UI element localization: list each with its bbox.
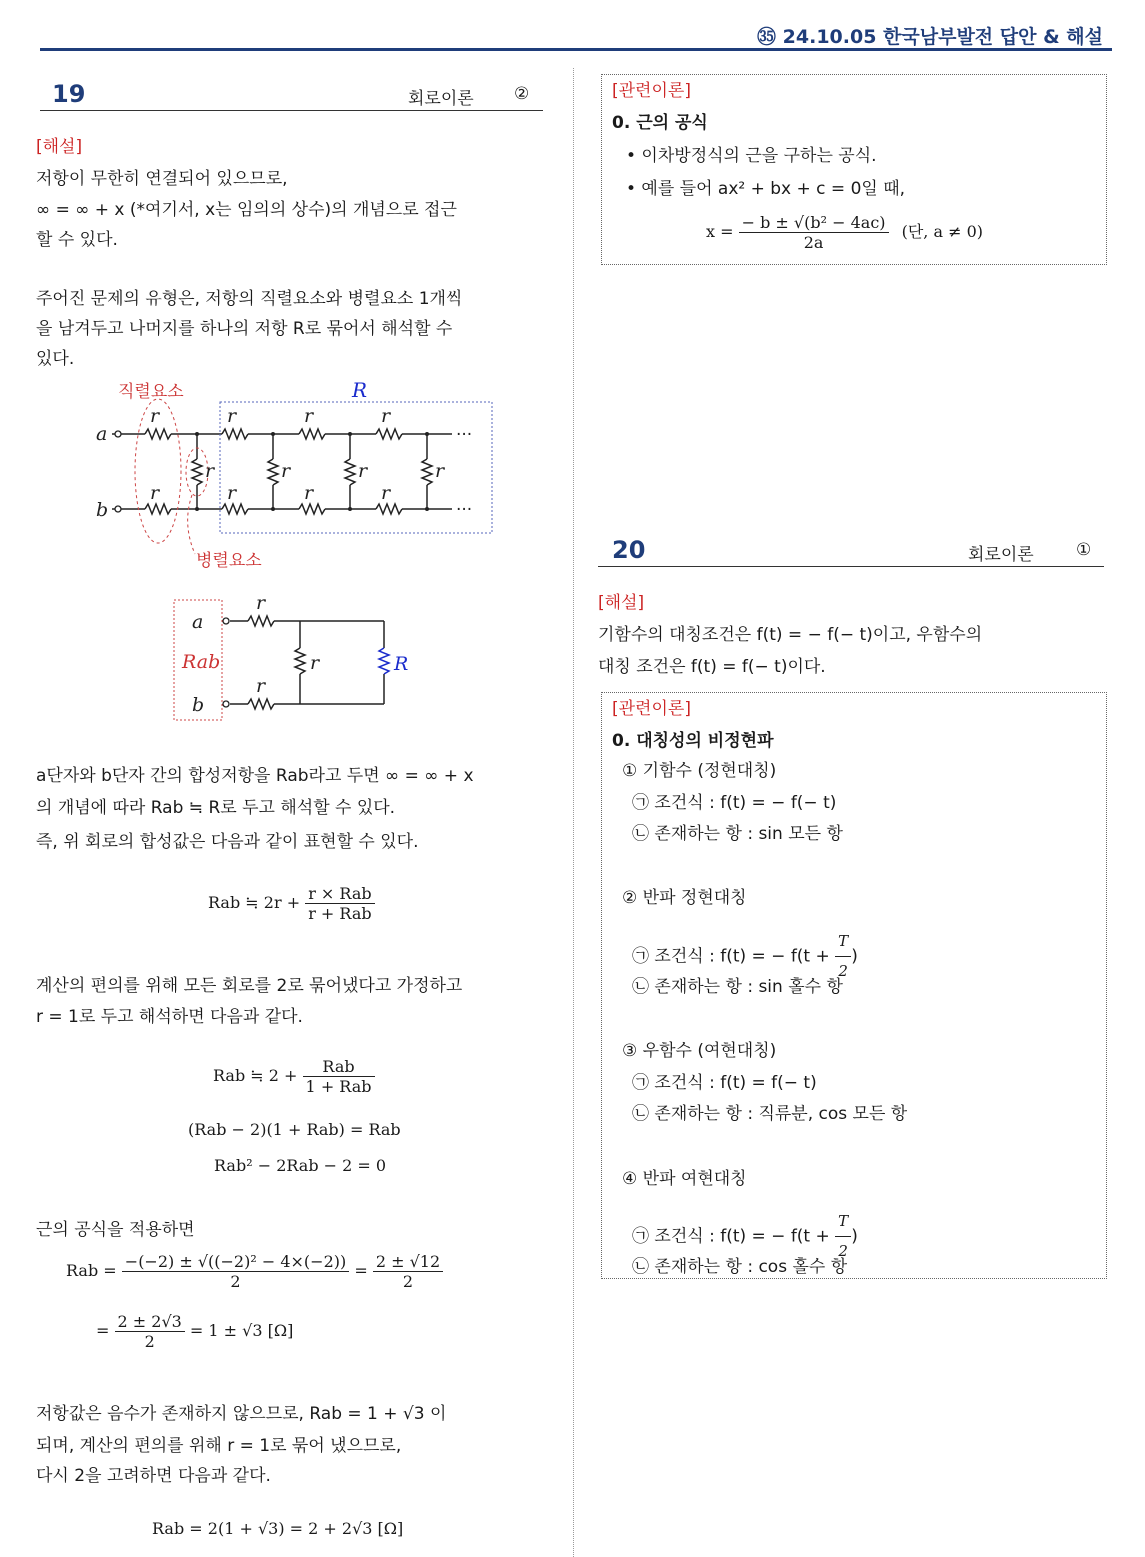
header-rule [40, 48, 1112, 51]
answer-mark: ① [1076, 540, 1092, 560]
svg-text:b: b [192, 694, 205, 716]
svg-text:r: r [150, 405, 160, 427]
question-rule [40, 110, 543, 111]
parallel-element-label: 병렬요소 [196, 551, 262, 571]
related-theory-label: [관련이론] [612, 81, 691, 101]
theory-subitem: ㉠ 조건식 : f(t) = f(− t) [632, 1073, 817, 1093]
svg-text:r: r [358, 460, 368, 482]
node-b-label: b [96, 499, 109, 521]
related-theory-label: [관련이론] [612, 699, 691, 719]
svg-text:r: r [227, 482, 237, 504]
svg-text:r: r [205, 460, 215, 482]
svg-text:r: r [150, 482, 160, 504]
R-label: R [352, 378, 368, 402]
question-section: 회로이론 [968, 545, 1034, 565]
explanation-label: [해설] [36, 137, 83, 157]
equation-expand: (Rab − 2)(1 + Rab) = Rab [188, 1120, 401, 1139]
answer-mark: ② [514, 84, 530, 104]
svg-text:r: r [256, 675, 266, 697]
svg-text:r: r [304, 482, 314, 504]
svg-text:···: ··· [456, 425, 473, 445]
svg-text:r: r [304, 405, 314, 427]
theory-subitem: ㉡ 존재하는 항 : sin 모든 항 [632, 824, 843, 844]
theory-title: 0. 대칭성의 비정현파 [612, 731, 774, 751]
q19-text: 계산의 편의를 위해 모든 회로를 2로 묶어냈다고 가정하고 [36, 976, 463, 996]
equation-quadratic: Rab² − 2Rab − 2 = 0 [214, 1156, 387, 1175]
equation-Rab-r1: Rab ≒ 2 + $\frac{\text{Rab}}{\text{1 + Rab}}$ [213, 1057, 375, 1096]
q19-text: 저항이 무한히 연결되어 있으므로, [36, 169, 288, 189]
svg-text:r: r [256, 592, 266, 614]
theory-subitem: ㉡ 존재하는 항 : 직류분, cos 모든 항 [632, 1104, 908, 1124]
explanation-label: [해설] [598, 593, 645, 613]
simplified-circuit-figure [170, 592, 410, 726]
page-header: ㉟ 24.10.05 한국남부발전 답안 & 해설 [757, 26, 1103, 48]
equation-Rab-general: Rab ≒ 2r + $\frac{\text{r × Rab}}{\text{r + Rab}}$ [208, 884, 375, 923]
theory-item: ③ 우함수 (여현대칭) [622, 1041, 777, 1061]
theory-subitem: ㉡ 존재하는 항 : sin 홀수 항 [632, 977, 843, 997]
node-a-label: a [96, 423, 108, 445]
theory-item: ② 반파 정현대칭 [622, 888, 747, 908]
q20-text: 기함수의 대칭조건은 f(t) = − f(− t)이고, 우함수의 [598, 625, 983, 645]
q19-text: 있다. [36, 349, 75, 369]
quadratic-formula: x = $\frac{\text{− b ± √(b² − 4ac)}}{2a}$ (단, a ≠ 0) [706, 213, 984, 252]
q19-text: 다시 2을 고려하면 다음과 같다. [36, 1466, 271, 1486]
q19-text: 을 남겨두고 나머지를 하나의 저항 R로 묶어서 해석할 수 [36, 319, 453, 339]
q19-text: r = 1로 두고 해석하면 다음과 같다. [36, 1007, 303, 1027]
svg-text:a: a [192, 611, 204, 633]
theory-subitem: ㉠ 조건식 : f(t) = − f(− t) [632, 793, 837, 813]
theory-item: ① 기함수 (정현대칭) [622, 761, 777, 781]
svg-text:r: r [435, 460, 445, 482]
theory-subitem: ㉠ 조건식 : f(t) = − f(t + $\frac{T}{2}$ ) [632, 927, 858, 986]
question-rule [598, 566, 1104, 567]
theory-item: ④ 반파 여현대칭 [622, 1169, 747, 1189]
related-theory-box-quadratic [601, 74, 1107, 265]
theory-subitem: ㉡ 존재하는 항 : cos 홀수 항 [632, 1257, 848, 1277]
q19-text: 저항값은 음수가 존재하지 않으므로, Rab = 1 + √3 이 [36, 1404, 447, 1424]
equation-roots-simplified: = $\frac{2 \pm 2√3}{2}$ = 1 ± √3 [Ω] [96, 1312, 294, 1351]
q19-text: 주어진 문제의 유형은, 저항의 직렬요소와 병렬요소 1개씩 [36, 289, 463, 309]
related-theory-box-symmetry [601, 692, 1107, 1279]
column-divider [573, 68, 574, 1557]
svg-text:r: r [381, 482, 391, 504]
question-section: 회로이론 [408, 89, 474, 109]
q19-text: 되며, 계산의 편의를 위해 r = 1로 묶어 냈으므로, [36, 1436, 402, 1456]
theory-bullet: • 예를 들어 ax² + bx + c = 0일 때, [626, 179, 906, 199]
theory-title: 0. 근의 공식 [612, 113, 708, 133]
theory-subitem: ㉠ 조건식 : f(t) = − f(t + $\frac{T}{2}$ ) [632, 1207, 858, 1266]
svg-text:···: ··· [456, 500, 473, 520]
svg-text:r: r [310, 652, 320, 674]
svg-text:r: r [227, 405, 237, 427]
q19-text: 근의 공식을 적용하면 [36, 1220, 195, 1240]
question-number-19: 19 [52, 80, 86, 108]
equation-roots: Rab = $\frac{\text{−(−2) ± √((−2)² − 4×(−2))}}{2}$ = $\frac{2 \pm √12}{2}$ [66, 1252, 443, 1291]
q20-text: 대칭 조건은 f(t) = f(− t)이다. [598, 657, 826, 677]
theory-bullet: • 이차방정식의 근을 구하는 공식. [626, 146, 877, 166]
q19-text: 의 개념에 따라 Rab ≒ R로 두고 해석할 수 있다. [36, 798, 396, 818]
svg-text:R: R [394, 653, 409, 675]
Rab-label: Rab [182, 651, 221, 673]
equation-final: Rab = 2(1 + √3) = 2 + 2√3 [Ω] [152, 1519, 404, 1538]
q19-text: 할 수 있다. [36, 230, 118, 250]
svg-text:r: r [281, 460, 291, 482]
q19-text: 즉, 위 회로의 합성값은 다음과 같이 표현할 수 있다. [36, 832, 419, 852]
q19-text: ∞ = ∞ + x (*여기서, x는 임의의 상수)의 개념으로 접근 [36, 200, 457, 220]
question-number-20: 20 [612, 536, 646, 564]
ladder-circuit-figure [90, 374, 500, 574]
svg-text:r: r [381, 405, 391, 427]
series-element-label: 직렬요소 [118, 382, 184, 402]
q19-text: a단자와 b단자 간의 합성저항을 Rab라고 두면 ∞ = ∞ + x [36, 766, 474, 786]
